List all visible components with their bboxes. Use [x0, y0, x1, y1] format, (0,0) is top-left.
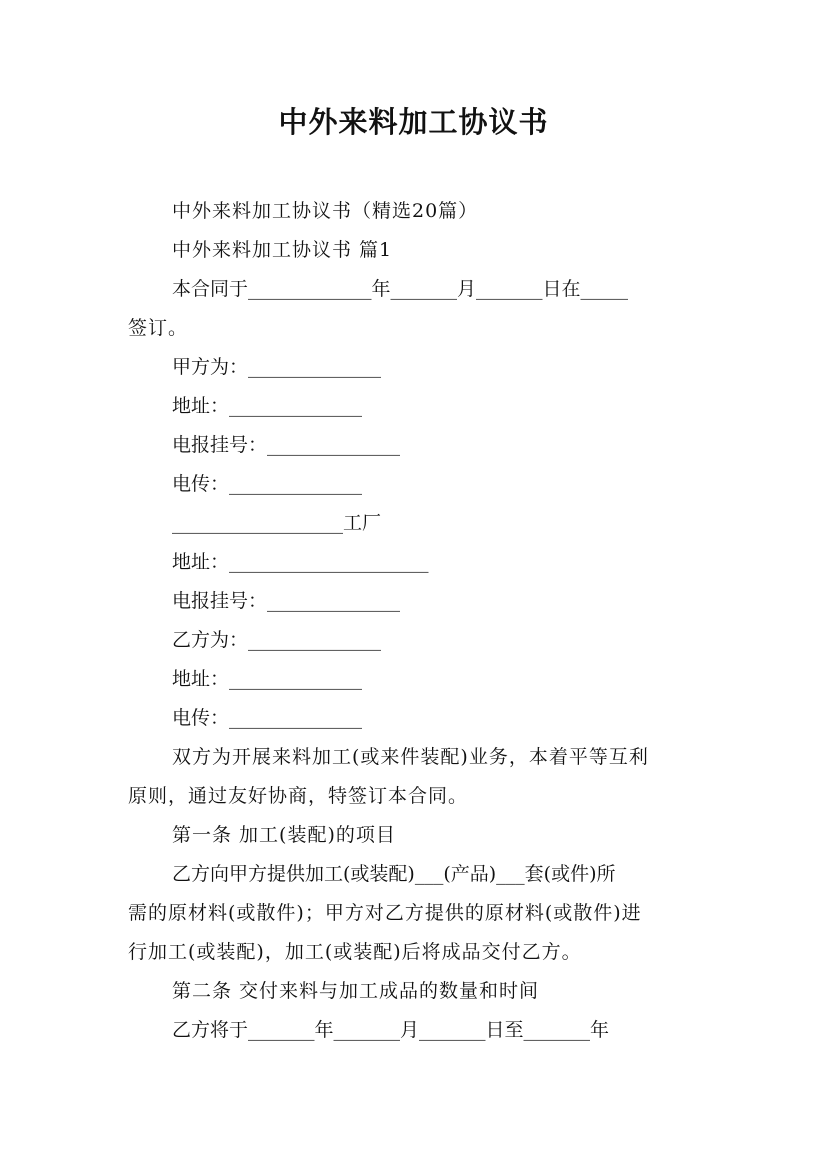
party-b-field: 乙方为：______________ — [172, 629, 382, 651]
factory-field: __________________工厂 — [172, 512, 382, 534]
telex-field: 电传：______________ — [172, 473, 363, 495]
document-title: 中外来料加工协议书 — [278, 105, 549, 139]
paragraph-line: 乙方将于_______年_______月_______日至_______年 — [172, 1019, 610, 1041]
address-field: 地址：_____________________ — [172, 551, 429, 573]
paragraph-line: 需的原材料(或散件)；甲方对乙方提供的原材料(或散件)进 — [128, 902, 642, 924]
paragraph-line: 双方为开展来料加工(或来件装配)业务，本着平等互利 — [172, 746, 649, 768]
article-heading: 第一条 加工(装配)的项目 — [172, 824, 396, 846]
section-heading: 中外来料加工协议书 篇1 — [172, 239, 393, 261]
paragraph-line: 乙方向甲方提供加工(或装配)___(产品)___套(或件)所 — [172, 863, 616, 885]
paragraph-line: 行加工(或装配)，加工(或装配)后将成品交付乙方。 — [128, 941, 582, 963]
paragraph-line: 签订。 — [128, 317, 189, 339]
party-a-field: 甲方为：______________ — [172, 356, 382, 378]
telegraph-field: 电报挂号：______________ — [172, 590, 401, 612]
paragraph-line: 原则，通过友好协商，特签订本合同。 — [128, 785, 469, 807]
telegraph-field: 电报挂号：______________ — [172, 434, 401, 456]
article-heading: 第二条 交付来料与加工成品的数量和时间 — [172, 980, 540, 1002]
paragraph-line: 本合同于_____________年_______月_______日在_____ — [172, 278, 629, 300]
address-field: 地址：______________ — [172, 668, 363, 690]
subtitle-line: 中外来料加工协议书（精选20篇） — [172, 200, 479, 222]
address-field: 地址：______________ — [172, 395, 363, 417]
telex-field: 电传：______________ — [172, 707, 363, 729]
